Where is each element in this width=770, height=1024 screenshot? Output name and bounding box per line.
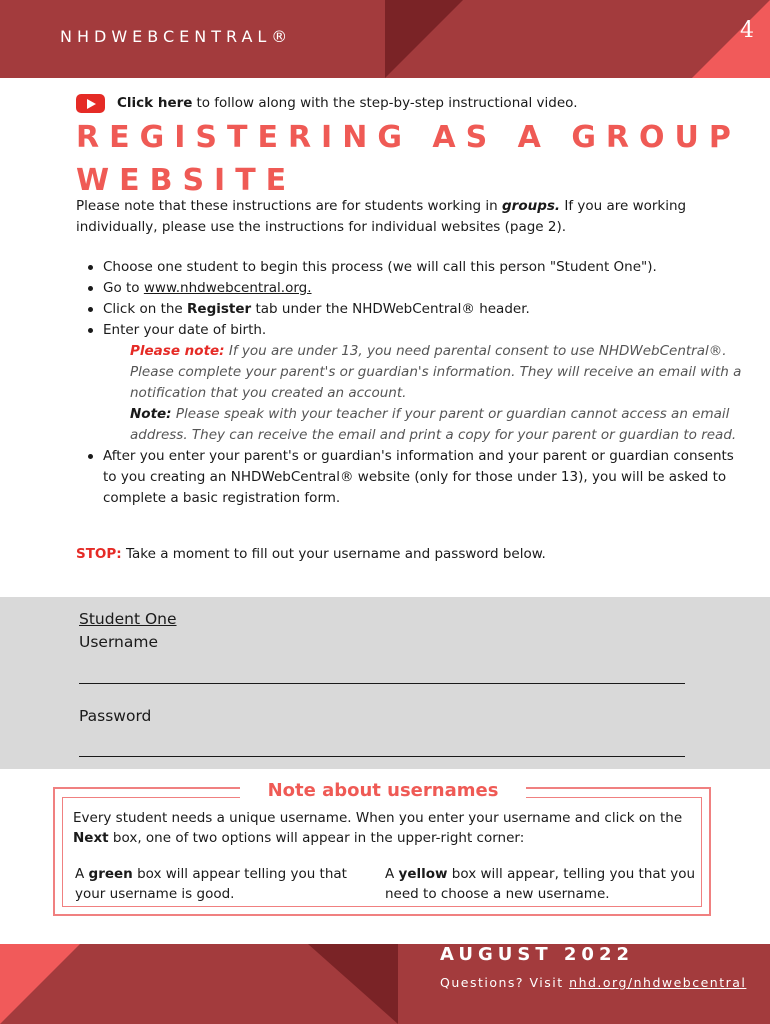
green-emphasis: green bbox=[88, 866, 133, 882]
header-accent-triangle bbox=[692, 0, 770, 78]
footer-decor-triangle bbox=[308, 944, 398, 1024]
consent-notes bbox=[76, 341, 746, 446]
intro-text-2: If you are working individually, please use the instructions for individual websites (page 2). bbox=[76, 198, 687, 235]
website-link[interactable]: www.nhdwebcentral.org. bbox=[143, 280, 312, 296]
questions-label: Questions? Visit bbox=[440, 975, 570, 990]
intro-emphasis: groups. bbox=[502, 198, 561, 214]
page-number: 4 bbox=[740, 18, 754, 43]
yellow-emphasis: yellow bbox=[398, 866, 448, 882]
next-emphasis: Next bbox=[73, 830, 109, 846]
username-blank-line[interactable] bbox=[79, 683, 685, 684]
questions-link[interactable]: nhd.org/nhdwebcentral bbox=[569, 975, 747, 990]
usernames-note-title: Note about usernames bbox=[267, 780, 499, 801]
step-text: Enter your date of birth. bbox=[103, 322, 267, 338]
register-emphasis: Register bbox=[187, 301, 252, 317]
green-prefix: A bbox=[75, 866, 89, 882]
step-text: Click on the bbox=[103, 301, 188, 317]
intro-text: Please note that these instructions are for students working in bbox=[76, 198, 502, 214]
stop-text: Take a moment to fill out your username and password below. bbox=[121, 546, 546, 562]
list-item bbox=[76, 320, 746, 341]
list-item bbox=[76, 446, 746, 509]
footer-questions bbox=[440, 975, 746, 990]
header-decor-triangle bbox=[385, 0, 463, 78]
stop-label: STOP: bbox=[76, 546, 122, 562]
note-intro-text-2: box, one of two options will appear in the upper-right corner: bbox=[108, 830, 525, 846]
password-label: Password bbox=[79, 707, 152, 725]
green-box-note bbox=[75, 864, 365, 904]
video-link-row bbox=[76, 93, 578, 113]
steps-list bbox=[76, 257, 746, 509]
video-link-text: to follow along with the step-by-step instructional video. bbox=[196, 94, 578, 111]
brand-name: NHDWEBCENTRAL® bbox=[60, 27, 293, 46]
please-note-label: Please note: bbox=[130, 343, 225, 359]
yellow-prefix: A bbox=[385, 866, 399, 882]
intro-paragraph bbox=[76, 196, 736, 238]
username-label: Username bbox=[79, 633, 159, 651]
title-line-1: REGISTERING AS A GROUP bbox=[76, 120, 741, 155]
step-text: After you enter your parent's or guardian's information and your parent or guardian consents to you creating an NHDWebCentral® website (only for those under 13), you will be asked to complete a basic registration form. bbox=[103, 448, 734, 506]
page-header bbox=[0, 0, 770, 78]
usernames-note-intro bbox=[73, 808, 693, 848]
yellow-text: box will appear, telling you that you need to choose a new username. bbox=[385, 866, 696, 902]
green-text: box will appear telling you that your username is good. bbox=[75, 866, 347, 902]
video-link[interactable]: Click here bbox=[117, 94, 193, 111]
step-text: Go to bbox=[103, 280, 144, 296]
footer-date: AUGUST 2022 bbox=[440, 944, 634, 965]
note-text: Please speak with your teacher if your parent or guardian cannot access an email address. They can receive the email and print a copy for your parent or guardian to read. bbox=[130, 406, 737, 443]
please-note-text: If you are under 13, you need parental consent to use NHDWebCentral®. Please complete your parent's or guardian's information. They will receive an email with a notification that you created an account. bbox=[130, 343, 742, 401]
title-line-2: WEBSITE bbox=[76, 163, 297, 198]
usernames-note-title-wrap bbox=[240, 778, 526, 804]
list-item bbox=[76, 278, 746, 299]
yellow-box-note bbox=[385, 864, 700, 904]
footer-accent-triangle bbox=[0, 944, 80, 1024]
student-one-heading: Student One bbox=[79, 610, 177, 628]
stop-instruction bbox=[76, 544, 546, 565]
list-item bbox=[76, 299, 746, 320]
step-text: Choose one student to begin this process (we will call this person "Student One"). bbox=[103, 259, 657, 275]
note-label: Note: bbox=[130, 406, 172, 422]
youtube-play-icon[interactable] bbox=[76, 94, 105, 113]
note-intro-text: Every student needs a unique username. When you enter your username and click on the bbox=[73, 810, 683, 826]
step-text: tab under the NHDWebCentral® header. bbox=[251, 301, 530, 317]
list-item bbox=[76, 257, 746, 278]
credentials-panel bbox=[0, 597, 770, 769]
page-title bbox=[76, 116, 756, 202]
password-blank-line[interactable] bbox=[79, 756, 685, 757]
